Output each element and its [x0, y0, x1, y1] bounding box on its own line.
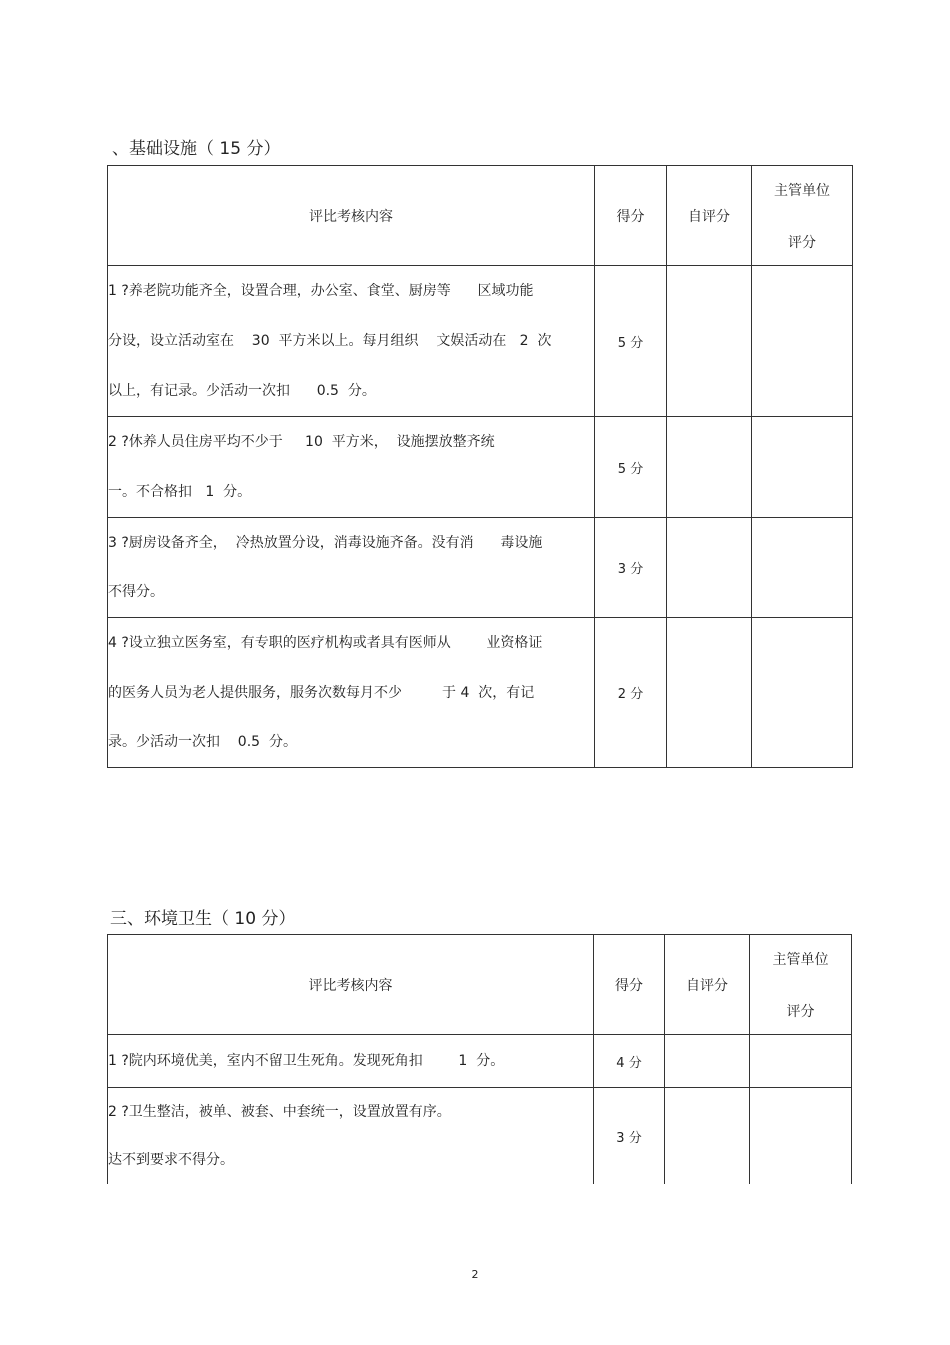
content-line: 分设，设立活动室在 30 平方米以上。每月组织 文娱活动在 2 次: [108, 333, 552, 349]
header-authority-line1: 主管单位: [774, 182, 830, 199]
header-content: 评比考核内容: [108, 166, 595, 266]
content-line: 2 ?卫生整洁，被单、被套、中套统一，设置放置有序。: [108, 1104, 451, 1120]
header-authority-line2: 评分: [788, 234, 816, 251]
header-authority-line2: 评分: [786, 1003, 815, 1020]
content-line: 3 ?厨房设备齐全， 冷热放置分设，消毒设施齐备。没有消 毒设施: [108, 535, 543, 551]
row-content: [108, 417, 595, 518]
header-authority-line1: 主管单位: [772, 951, 829, 968]
content-line: 达不到要求不得分。: [108, 1152, 234, 1168]
row-score: 3 分: [594, 1088, 665, 1185]
row-score: 5 分: [595, 417, 667, 518]
header-score: 得分: [595, 166, 667, 266]
header-score: 得分: [594, 935, 665, 1035]
header-authority-score: [752, 166, 853, 266]
page-number: 2: [471, 1268, 479, 1281]
section-title-environment: 三、环境卫生（ 10 分）: [110, 909, 296, 929]
environment-table: [107, 934, 852, 1184]
header-self-score: 自评分: [667, 166, 752, 266]
table-header-row: [108, 166, 853, 266]
infrastructure-table: [107, 165, 853, 768]
header-content: 评比考核内容: [108, 935, 594, 1035]
row-authority-score-cell[interactable]: [752, 518, 853, 618]
row-self-score-cell[interactable]: [665, 1035, 750, 1088]
row-authority-score-cell[interactable]: [752, 417, 853, 518]
row-authority-score-cell[interactable]: [752, 618, 853, 768]
row-authority-score-cell[interactable]: [752, 266, 853, 417]
section-title-infrastructure: 、基础设施（ 15 分）: [112, 139, 281, 159]
row-content: [108, 1035, 594, 1088]
header-self-score: 自评分: [665, 935, 750, 1035]
header-authority-score: [750, 935, 852, 1035]
table-row: [108, 266, 853, 417]
row-content: [108, 266, 595, 417]
table-row: [108, 518, 853, 618]
row-score: 2 分: [595, 618, 667, 768]
content-line: 不得分。: [108, 584, 164, 600]
content-line: 一。不合格扣 1 分。: [108, 484, 252, 500]
row-content: [108, 518, 595, 618]
row-content: [108, 1088, 594, 1185]
content-line: 的医务人员为老人提供服务，服务次数每月不少 于 4 次，有记: [108, 685, 535, 701]
row-self-score-cell[interactable]: [667, 618, 752, 768]
content-line: 1 ?养老院功能齐全，设置合理，办公室、食堂、厨房等 区域功能: [108, 283, 534, 299]
row-content: [108, 618, 595, 768]
row-score: 5 分: [595, 266, 667, 417]
row-authority-score-cell[interactable]: [750, 1035, 852, 1088]
content-line: 1 ?院内环境优美，室内不留卫生死角。发现死角扣 1 分。: [108, 1053, 505, 1069]
table-row: [108, 1035, 852, 1088]
row-self-score-cell[interactable]: [667, 266, 752, 417]
row-score: 4 分: [594, 1035, 665, 1088]
row-self-score-cell[interactable]: [667, 417, 752, 518]
table-row: [108, 1088, 852, 1185]
content-line: 4 ?设立独立医务室，有专职的医疗机构或者具有医师从 业资格证: [108, 635, 543, 651]
row-score: 3 分: [595, 518, 667, 618]
content-line: 2 ?休养人员住房平均不少于 10 平方米， 设施摆放整齐统: [108, 434, 495, 450]
row-self-score-cell[interactable]: [667, 518, 752, 618]
table-row: [108, 417, 853, 518]
row-authority-score-cell[interactable]: [750, 1088, 852, 1185]
content-line: 录。少活动一次扣 0.5 分。: [108, 734, 297, 750]
table-header-row: [108, 935, 852, 1035]
table-row: [108, 618, 853, 768]
row-self-score-cell[interactable]: [665, 1088, 750, 1185]
content-line: 以上，有记录。少活动一次扣 0.5 分。: [108, 383, 376, 399]
